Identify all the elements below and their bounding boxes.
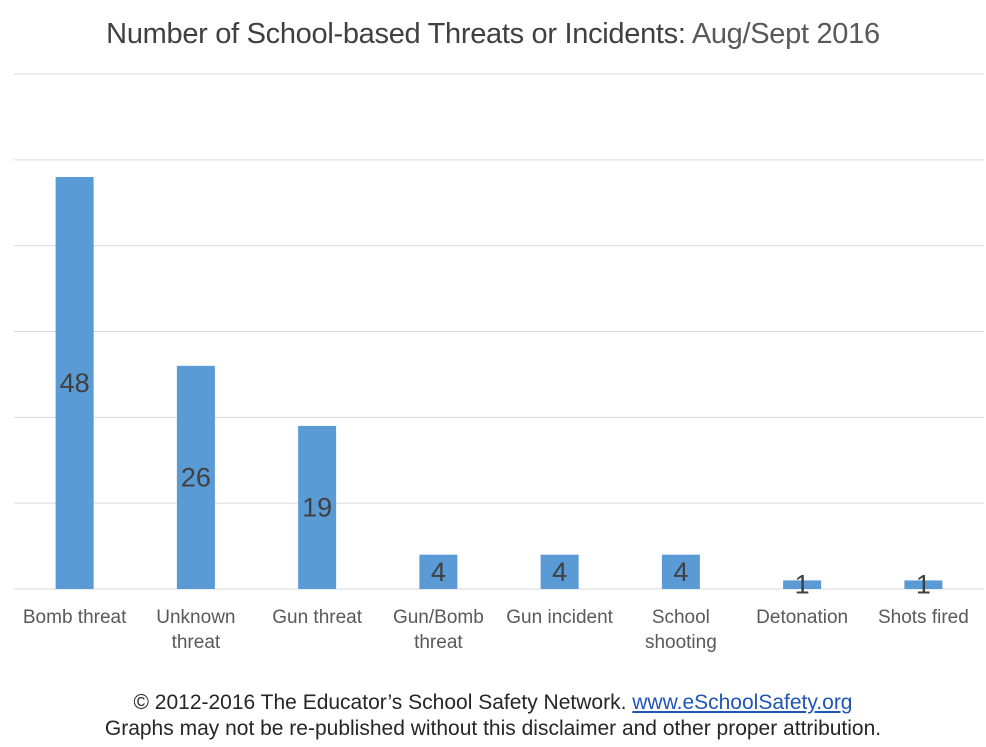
data-label: 4 — [673, 556, 689, 587]
data-label: 48 — [59, 368, 90, 398]
data-label: 4 — [552, 556, 568, 587]
website-link[interactable]: www.eSchoolSafety.org — [632, 691, 853, 714]
data-label: 19 — [302, 492, 333, 523]
category-label: Gun threat — [272, 607, 363, 628]
data-label: 26 — [180, 462, 211, 493]
category-label: Detonation — [756, 607, 849, 628]
copyright-text: © 2012-2016 The Educator’s School Safety Network. — [133, 691, 627, 714]
chart-subtitle: Aug/Sept 2016 — [691, 18, 880, 50]
category-label: School shooting — [644, 607, 717, 653]
category-label: Bomb threat — [22, 607, 127, 628]
category-label: Gun incident — [506, 607, 613, 628]
disclaimer-text: Graphs may not be re-published without this disclaimer and other proper attribution. — [104, 717, 882, 740]
category-label: Shots fired — [877, 607, 969, 628]
data-label: 1 — [794, 569, 810, 600]
footer — [0, 690, 986, 742]
category-label: Unknown threat — [156, 607, 236, 653]
data-label: 4 — [430, 556, 446, 587]
data-label: 1 — [915, 569, 931, 600]
chart-title-main: Number of School-based Threats or Incidents: — [106, 18, 686, 50]
footer-line-1 — [0, 690, 986, 716]
category-label: Gun/Bomb threat — [392, 607, 484, 653]
